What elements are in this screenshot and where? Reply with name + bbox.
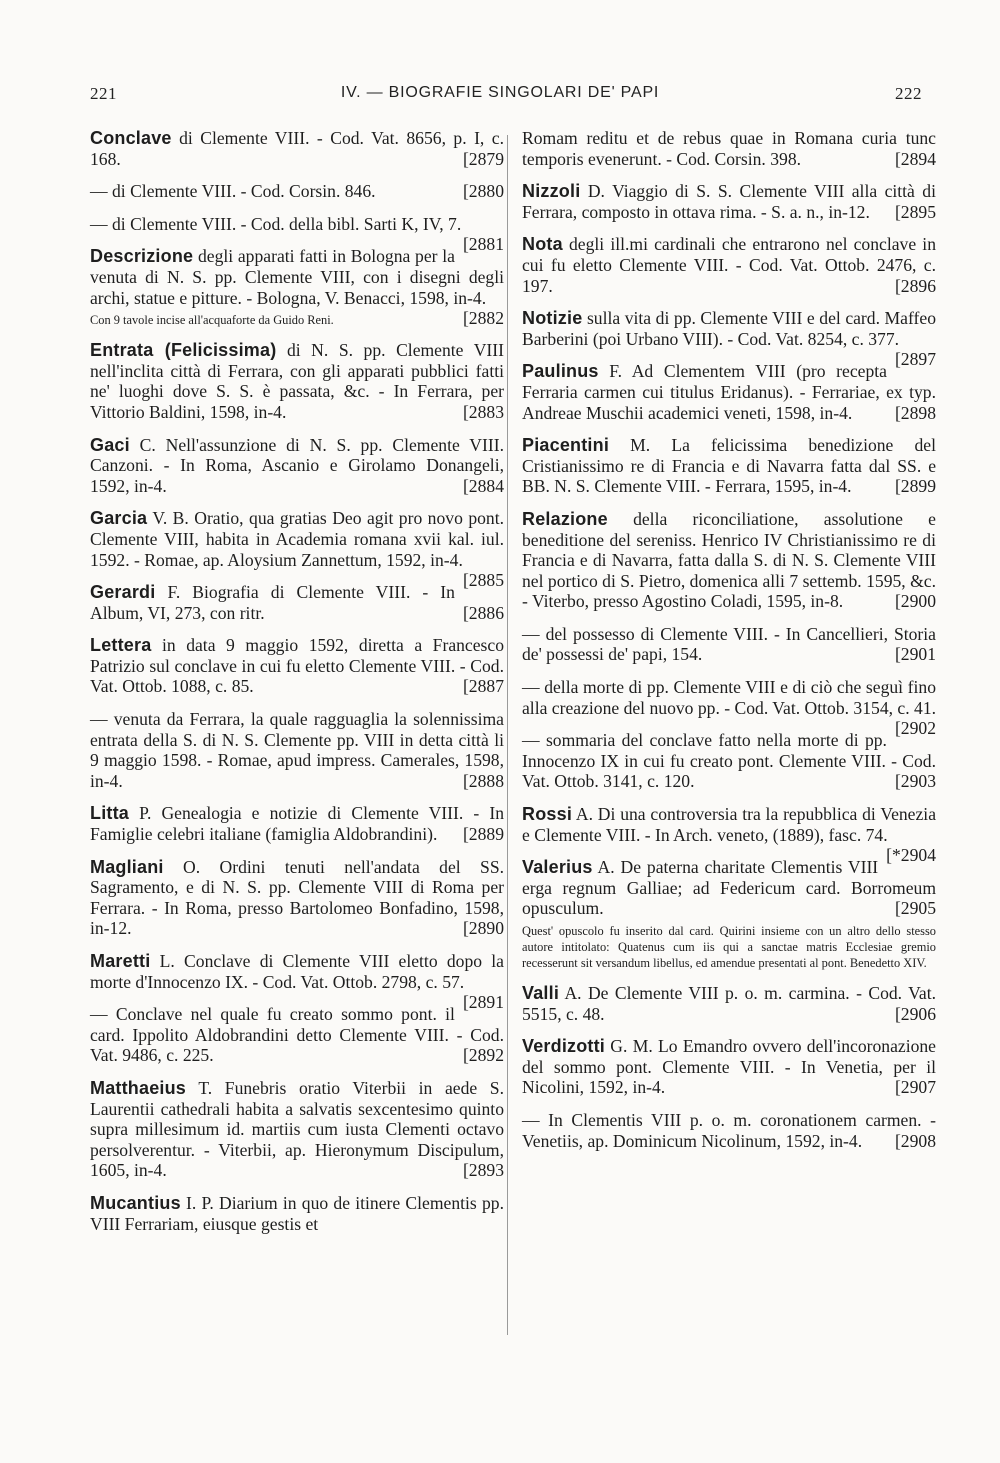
- entry-heading: Nizzoli: [522, 181, 581, 202]
- entry-number: [2883: [462, 401, 504, 422]
- entry-heading: Valerius: [522, 857, 593, 878]
- running-header: IV. — BIOGRAFIE SINGOLARI DE' PAPI: [340, 84, 660, 101]
- entry-text: — sommaria del conclave fatto nella morte di pp. Innocenzo IX in cui fu creato pont. Clemente VIII. - Cod. Vat. Ottob. 3141, c. 120.: [522, 730, 936, 792]
- bibliography-entry: [90, 1004, 504, 1066]
- entry-heading: Relazione: [522, 508, 608, 529]
- page-number-right: 222: [895, 84, 922, 103]
- entry-heading: Lettera: [90, 635, 152, 656]
- entry-heading: Piacentini: [522, 435, 610, 456]
- entry-number: [2898: [894, 402, 936, 423]
- entry-text: degli ill.mi cardinali che entrarono nel conclave in cui fu eletto Clemente VIII. - Cod. Vat. Ottob. 2476, c. 197.: [522, 234, 936, 296]
- entry-number: [2887: [462, 676, 504, 697]
- bibliography-entry: [522, 181, 936, 222]
- entry-text: — di Clemente VIII. - Cod. Corsin. 846.: [90, 181, 376, 202]
- bibliography-entry: [90, 1193, 504, 1234]
- entry-heading: Valli: [522, 983, 560, 1003]
- entry-text: M. La felicissima benedizione del Cristianissimo re di Francia e di Navarra fatta dal SS. e BB. N. S. Clemente VIII. - Ferrara, 1595, in-4.: [522, 435, 936, 497]
- bibliography-entry: [90, 340, 504, 422]
- entry-text: D. Viaggio di S. S. Clemente VIII alla città di Ferrara, composto in ottava rima. - S. a. n., in-12.: [522, 181, 936, 222]
- entry-text: F. Biografia di Clemente VIII. - In Album, VI, 273, con ritr.: [90, 582, 455, 623]
- bibliography-entry: [90, 213, 504, 255]
- entry-heading: Nota: [522, 234, 563, 255]
- bibliography-entry: [522, 1036, 936, 1098]
- bibliography-entry: [90, 709, 504, 791]
- entry-number: [2905: [894, 898, 936, 919]
- entry-heading: Paulinus: [522, 361, 599, 382]
- entry-number: [2893: [462, 1160, 504, 1181]
- entry-text: — Conclave nel quale fu creato sommo pont. il card. Ippolito Aldobrandini detto Clemente VIII. - Cod. Vat. 9486, c. 225.: [90, 1004, 504, 1066]
- entry-number: [2897: [894, 349, 936, 370]
- entry-note: Quest' opuscolo fu inserito dal card. Quirini insieme con un altro dello stesso autore intitolato: Quatenus cum iis qui a sanctae matris Ecclesiae gremio recesserunt sit versandum libellus, ed amendue presentati al pont. Benedetto XIV.: [522, 924, 936, 970]
- entry-number: [2892: [462, 1045, 504, 1066]
- entry-text: L. Conclave di Clemente VIII eletto dopo la morte d'Innocenzo IX. - Cod. Vat. Ottob. 2798, c. 57.: [90, 951, 504, 992]
- entry-number: [2896: [894, 275, 936, 296]
- column-divider: [507, 135, 508, 1335]
- entry-text: T. Funebris oratio Viterbii in aede S. Laurentii cathedrali habita a salvatis sexcentesimo quinto supra millesimum id. martiis cum iusta Clementi octavo persolverentur. - Viterbii, ap. Hieronymum Discipulum, 1605, in-4.: [90, 1077, 504, 1181]
- entry-text: F. Ad Clementem VIII (pro recepta Ferraria carmen cui titulus Eridanus). - Ferrariae, ex typ. Andreae Muschii academici veneti, 1598, in-4.: [522, 361, 936, 423]
- entry-text: di Clemente VIII. - Cod. Vat. 8656, p. I, c. 168.: [90, 128, 504, 169]
- entry-number: [2881: [462, 234, 504, 255]
- entry-number: [2901: [894, 644, 936, 665]
- entry-text: O. Ordini tenuti nell'andata del SS. Sagramento, e di N. S. pp. Clemente VIII di Roma per Ferrara. - In Roma, presso Bartolomeo Bonfadino, 1598, in-12.: [90, 856, 504, 939]
- entry-text: sulla vita di pp. Clemente VIII e del card. Maffeo Barberini (poi Urbano VIII). - Cod. Vat. 8254, c. 377.: [522, 308, 936, 349]
- entry-heading: Mucantius: [90, 1192, 181, 1213]
- entry-heading: Notizie: [522, 308, 583, 329]
- entry-text: I. P. Diarium in quo de itinere Clementis pp. VIII Ferrariam, eiusque gestis et: [90, 1192, 504, 1234]
- bibliography-entry: [522, 804, 936, 866]
- bibliography-entry: [522, 128, 936, 169]
- entry-heading: Rossi: [522, 804, 573, 825]
- entry-text: G. M. Lo Emandro ovvero dell'incoronazione del sommo pont. Clemente VIII. - In Venetia, per il Nicolini, 1592, in-4.: [522, 1036, 936, 1098]
- entry-number: [2889: [462, 824, 504, 845]
- right-column: [522, 128, 936, 1163]
- entry-heading: Entrata (Felicissima): [90, 340, 277, 361]
- entry-number: [2908: [894, 1130, 936, 1151]
- entry-heading: Matthaeius: [90, 1077, 187, 1098]
- bibliography-entry: [90, 635, 504, 697]
- entry-text: — venuta da Ferrara, la quale ragguaglia la solennissima entrata della S. di N. S. Clemente pp. VIII in detta città li 9 maggio 1598. - Romae, apud impress. Camerales, 1598, in-4.: [90, 709, 504, 791]
- bibliography-entry: [522, 857, 936, 919]
- entry-number: [2891: [462, 992, 504, 1013]
- entry-heading: Gerardi: [90, 582, 156, 603]
- entry-text: in data 9 maggio 1592, diretta a Francesco Patrizio sul conclave in cui fu eletto Clemente VIII. - Cod. Vat. Ottob. 1088, c. 85.: [90, 635, 504, 697]
- bibliography-entry: [522, 361, 936, 423]
- bibliography-entry: [90, 803, 504, 844]
- entry-text: degli apparati fatti in Bologna per la venuta di N. S. pp. Clemente VIII, con i disegni degli archi, statue e pitture. - Bologna, V. Benacci, 1598, in-4.: [90, 246, 504, 308]
- entry-number: [*2904: [886, 845, 936, 866]
- bibliography-entry: [522, 1110, 936, 1151]
- entry-number: [2882: [462, 308, 504, 329]
- entry-number: [2902: [894, 718, 936, 739]
- entry-number: [2895: [894, 201, 936, 222]
- bibliography-entry: [90, 857, 504, 939]
- entry-text: V. B. Oratio, qua gratias Deo agit pro novo pont. Clemente VIII, habita in Academia romana xvii kal. iul. 1592. - Romae, ap. Aloysium Zannettum, 1592, in-4.: [90, 508, 504, 570]
- entry-text: A. Di una controversia tra la repubblica di Venezia e Clemente VIII. - In Arch. veneto, (1889), fasc. 74.: [522, 804, 936, 845]
- bibliography-entry: [90, 1078, 504, 1181]
- entry-number: [2894: [894, 148, 936, 169]
- entry-number: [2879: [462, 148, 504, 169]
- entry-number: [2890: [462, 918, 504, 939]
- bibliography-entry: [90, 128, 504, 169]
- bibliography-entry: [522, 983, 936, 1024]
- entry-text: C. Nell'assunzione di N. S. pp. Clemente VIII. Canzoni. - In Roma, Ascanio e Girolamo Donangeli, 1592, in-4.: [90, 434, 504, 496]
- entry-heading: Magliani: [90, 856, 164, 877]
- entry-note: Con 9 tavole incise all'acquaforte da Guido Reni.: [90, 313, 334, 328]
- entry-number: [2903: [894, 771, 936, 792]
- entry-text: — della morte di pp. Clemente VIII e di ciò che seguì fino alla creazione del nuovo pp. - Cod. Vat. Ottob. 3154, c. 41.: [522, 677, 937, 718]
- page-number-left: 221: [90, 84, 117, 103]
- bibliography-entry: [90, 181, 504, 202]
- bibliography-entry: [522, 308, 936, 370]
- entry-number: [2900: [894, 591, 936, 612]
- entry-text: — di Clemente VIII. - Cod. della bibl. Sarti K, IV, 7.: [90, 213, 462, 234]
- entry-heading: Verdizotti: [522, 1036, 606, 1057]
- bibliography-entry: [90, 582, 504, 623]
- left-column: [90, 128, 504, 1246]
- entry-text: A. De paterna charitate Clementis VIII erga regnum Galliae; ad Federicum card. Borromeum opusculum.: [522, 857, 936, 919]
- bibliography-entry: [522, 509, 936, 612]
- bibliography-entry: [522, 730, 936, 792]
- entry-text: di N. S. pp. Clemente VIII nell'inclita città di Ferrara, con gli apparati pubblici fatti ne' luoghi dove S. S. è passata, &c. - In Ferrara, per Vittorio Baldini, 1598, in-4.: [90, 340, 504, 422]
- entry-heading: Litta: [90, 803, 129, 824]
- entry-number: [2899: [894, 476, 936, 497]
- entry-text: P. Genealogia e notizie di Clemente VIII. - In Famiglie celebri italiane (famiglia Aldobrandini).: [90, 803, 504, 845]
- entry-number: [2888: [462, 770, 504, 791]
- entry-number: [2880: [462, 181, 504, 202]
- bibliography-entry: [90, 951, 504, 1013]
- entry-text: — del possesso di Clemente VIII. - In Cancellieri, Storia de' possessi de' papi, 154.: [522, 623, 936, 665]
- bibliography-entry: [522, 677, 937, 739]
- bibliography-entry: [522, 624, 936, 665]
- entry-text: Romam reditu et de rebus quae in Romana curia tunc temporis evenerunt. - Cod. Corsin. 398.: [522, 128, 936, 169]
- entry-number: [2907: [894, 1077, 936, 1098]
- entry-number: [2886: [462, 602, 504, 623]
- entry-text: A. De Clemente VIII p. o. m. carmina. - Cod. Vat. 5515, c. 48.: [522, 983, 936, 1024]
- entry-number: [2885: [462, 570, 504, 591]
- entry-number: [2884: [462, 475, 504, 496]
- entry-heading: Conclave: [90, 128, 172, 148]
- bibliography-entry: [90, 435, 504, 497]
- entry-number: [2906: [894, 1003, 936, 1024]
- bibliography-entry: [522, 234, 936, 296]
- entry-heading: Maretti: [90, 951, 151, 971]
- bibliography-entry: [522, 435, 936, 497]
- entry-heading: Descrizione: [90, 246, 194, 267]
- entry-heading: Gaci: [90, 434, 130, 455]
- entry-text: della riconciliatione, assolutione e beneditione del sereniss. Henrico IV Christianissimo re di Francia e di Navarra, fatta dalla S. di N. S. Clemente VIII nel portico di S. Pietro, domenica alli 7 settemb. 1595, &c. - Viterbo, presso Agostino Coladi, 1595, in-8.: [522, 508, 936, 612]
- bibliography-entry: [90, 508, 504, 591]
- entry-text: — In Clementis VIII p. o. m. coronationem carmen. - Venetiis, ap. Dominicum Nicolinum, 1592, in-4.: [522, 1109, 936, 1151]
- entry-heading: Garcia: [90, 508, 148, 529]
